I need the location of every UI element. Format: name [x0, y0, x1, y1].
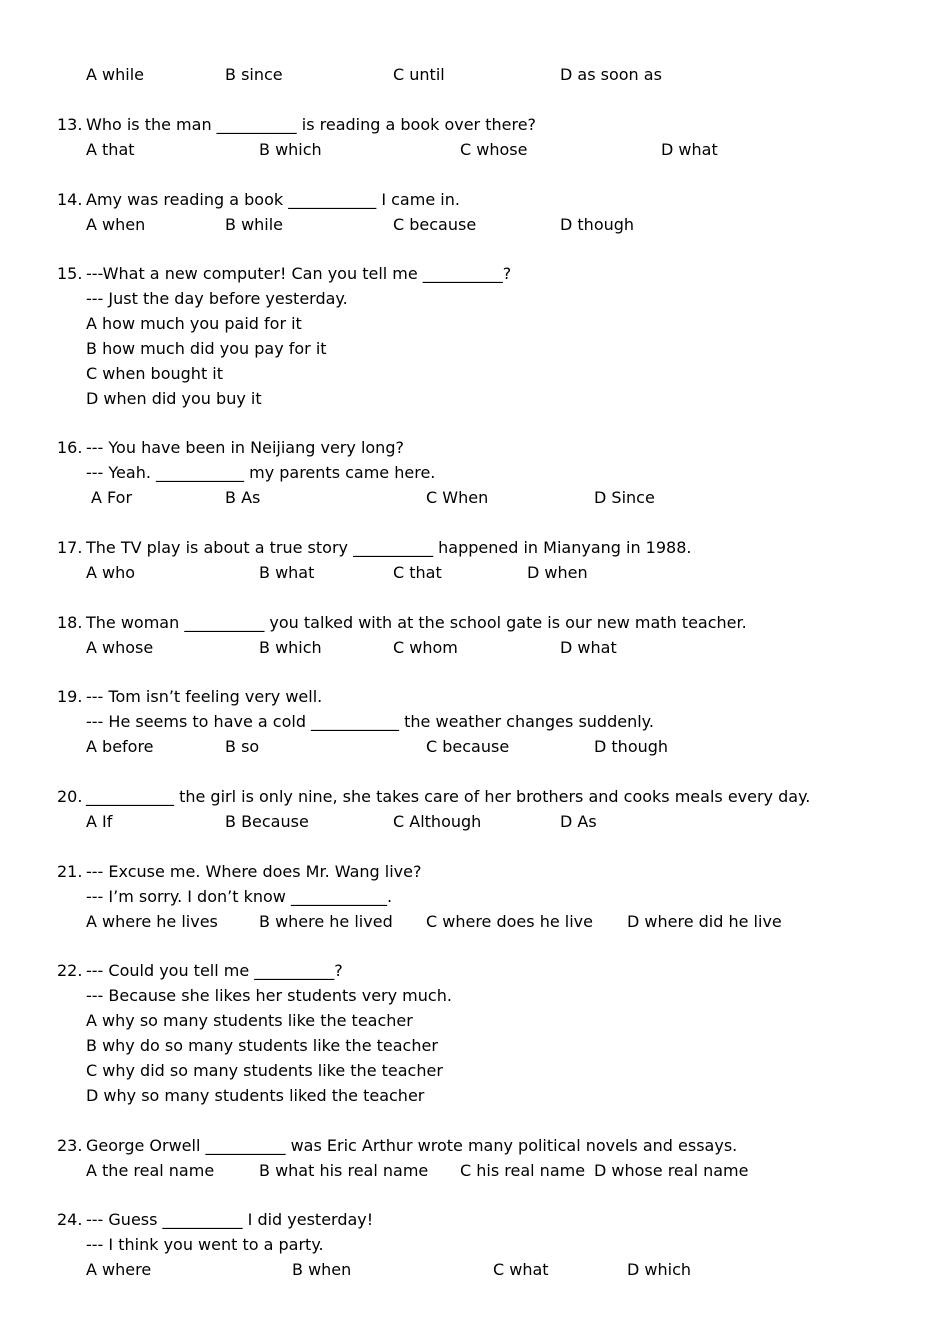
- option-a: A how much you paid for it: [86, 314, 302, 333]
- question-stem: George Orwell __________ was Eric Arthur wrote many political novels and essays.: [86, 1136, 738, 1155]
- question-stem: Who is the man __________ is reading a book over there?: [86, 115, 537, 134]
- question-number: 19.: [57, 687, 83, 706]
- option-b: B while: [225, 215, 284, 234]
- option-b: B so: [225, 737, 260, 756]
- option-c: C When: [426, 488, 489, 507]
- option-b: B how much did you pay for it: [86, 339, 327, 358]
- option-a: A that: [86, 140, 135, 159]
- option-d: D Since: [594, 488, 655, 507]
- option-a: A when: [86, 215, 146, 234]
- option-b: B when: [292, 1260, 352, 1279]
- question-number: 23.: [57, 1136, 83, 1155]
- question-number: 18.: [57, 613, 83, 632]
- option-c: C when bought it: [86, 364, 224, 383]
- option-a: A If: [86, 812, 113, 831]
- option-a: A before: [86, 737, 154, 756]
- question-stem: The woman __________ you talked with at the school gate is our new math teacher.: [86, 613, 747, 632]
- question-stem: --- I think you went to a party.: [86, 1235, 324, 1254]
- question-stem: ___________ the girl is only nine, she takes care of her brothers and cooks meals every day.: [86, 787, 811, 806]
- option-b: B As: [225, 488, 261, 507]
- option-d: D why so many students liked the teacher: [86, 1086, 425, 1105]
- option-c: C Although: [393, 812, 482, 831]
- option-c: C what: [493, 1260, 549, 1279]
- option-d: D what: [560, 638, 617, 657]
- option-b: B what his real name: [259, 1161, 429, 1180]
- question-stem: --- Because she likes her students very much.: [86, 986, 452, 1005]
- option-d: D though: [560, 215, 635, 234]
- question-stem: ---What a new computer! Can you tell me __________?: [86, 264, 512, 283]
- option-c: C until: [393, 65, 445, 84]
- option-c: C that: [393, 563, 442, 582]
- option-a: A the real name: [86, 1161, 215, 1180]
- option-a: A while: [86, 65, 144, 84]
- option-d: D when: [527, 563, 588, 582]
- question-stem: --- I’m sorry. I don’t know ____________.: [86, 887, 393, 906]
- question-number: 21.: [57, 862, 83, 881]
- option-c: C where does he live: [426, 912, 593, 931]
- question-stem: --- He seems to have a cold ___________ the weather changes suddenly.: [86, 712, 654, 731]
- option-d: D though: [594, 737, 669, 756]
- question-stem: Amy was reading a book ___________ I came in.: [86, 190, 460, 209]
- question-number: 17.: [57, 538, 83, 557]
- option-a: A who: [86, 563, 136, 582]
- option-b: B why do so many students like the teacher: [86, 1036, 438, 1055]
- option-a: A where: [86, 1260, 152, 1279]
- option-a: A where he lives: [86, 912, 218, 931]
- option-b: B which: [259, 140, 322, 159]
- question-number: 24.: [57, 1210, 83, 1229]
- option-a: A why so many students like the teacher: [86, 1011, 413, 1030]
- option-d: D which: [627, 1260, 692, 1279]
- option-d: D what: [661, 140, 718, 159]
- question-number: 13.: [57, 115, 83, 134]
- question-number: 14.: [57, 190, 83, 209]
- question-number: 16.: [57, 438, 83, 457]
- question-stem: --- Yeah. ___________ my parents came here.: [86, 463, 436, 482]
- question-stem: --- Tom isn’t feeling very well.: [86, 687, 323, 706]
- option-c: C because: [426, 737, 510, 756]
- option-d: D whose real name: [594, 1161, 749, 1180]
- question-number: 22.: [57, 961, 83, 980]
- question-number: 20.: [57, 787, 83, 806]
- option-d: D when did you buy it: [86, 389, 262, 408]
- question-stem: --- Excuse me. Where does Mr. Wang live?: [86, 862, 422, 881]
- option-c: C why did so many students like the teacher: [86, 1061, 443, 1080]
- option-b: B where he lived: [259, 912, 393, 931]
- option-b: B since: [225, 65, 283, 84]
- question-stem: --- You have been in Neijiang very long?: [86, 438, 404, 457]
- question-stem: --- Guess __________ I did yesterday!: [86, 1210, 374, 1229]
- option-c: C whom: [393, 638, 458, 657]
- question-number: 15.: [57, 264, 83, 283]
- option-c: C his real name: [460, 1161, 586, 1180]
- question-stem: --- Could you tell me __________?: [86, 961, 343, 980]
- question-stem: The TV play is about a true story __________ happened in Mianyang in 1988.: [86, 538, 692, 557]
- option-a: A whose: [86, 638, 154, 657]
- option-c: C because: [393, 215, 477, 234]
- question-stem: --- Just the day before yesterday.: [86, 289, 348, 308]
- option-a: A For: [91, 488, 133, 507]
- option-b: B which: [259, 638, 322, 657]
- option-b: B Because: [225, 812, 309, 831]
- option-c: C whose: [460, 140, 528, 159]
- option-b: B what: [259, 563, 315, 582]
- option-d: D as soon as: [560, 65, 662, 84]
- option-d: D As: [560, 812, 597, 831]
- option-d: D where did he live: [627, 912, 782, 931]
